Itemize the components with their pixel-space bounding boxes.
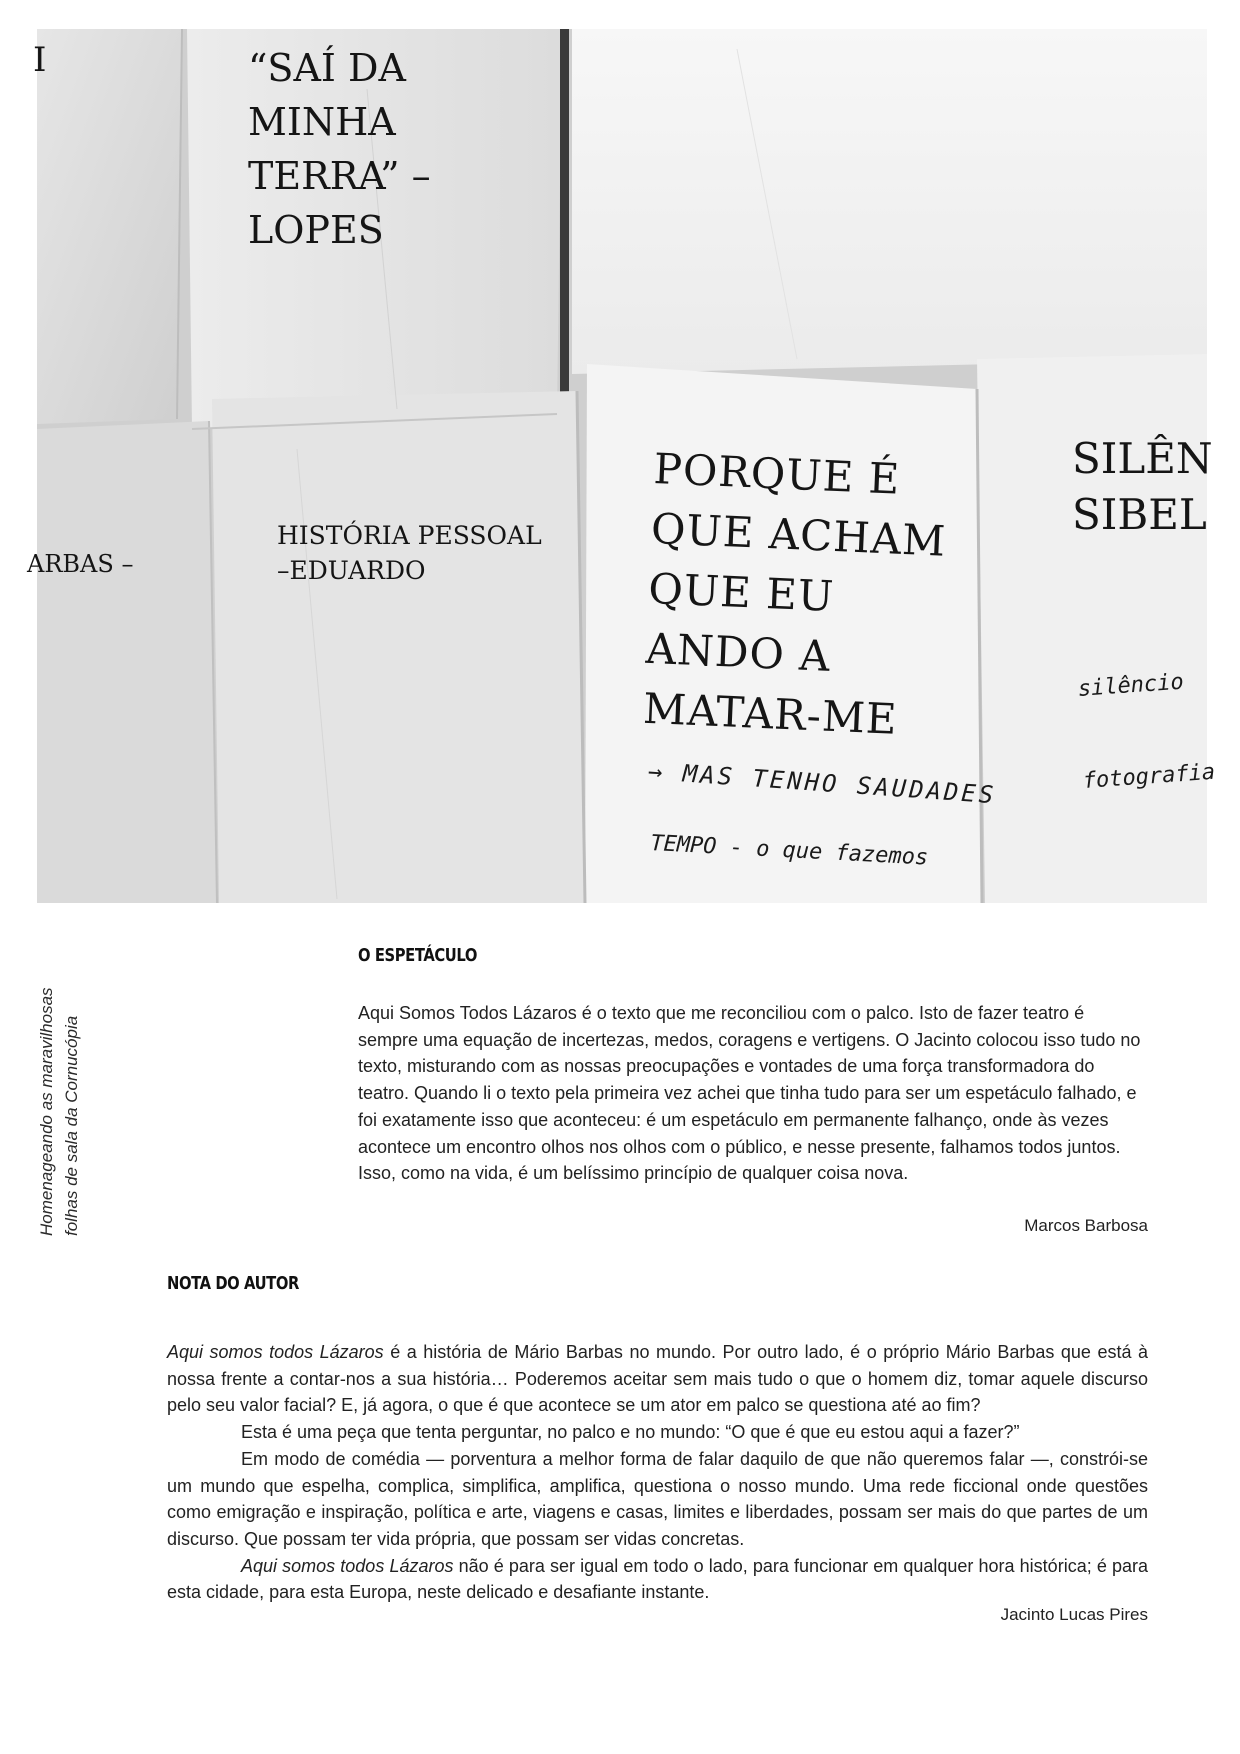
side-caption-line-2: folhas de sala da Cornucópia (62, 1015, 81, 1236)
handwriting-line-1: → MAS TENHO SAUDADES (647, 757, 998, 810)
side-caption (34, 936, 84, 1236)
espetaculo-text (358, 1000, 1148, 1187)
sheet-porque-e-que-acham: PORQUE É QUE ACHAM QUE EU ANDO A MATAR-ME (642, 443, 948, 744)
photo-background (37, 29, 1207, 903)
handwriting-line-2: TEMPO - o que fazemos (649, 831, 929, 871)
espetaculo-signature: Marcos Barbosa (1024, 1216, 1148, 1235)
nota-p1-body: é a história de Mário Barbas no mundo. Por outro lado, é o próprio Mário Barbas que está à nossa frente a contar-nos a sua história… Poderemos aceitar sem mais tudo o que o homem diz, tomar aquele discurso pelo seu valor facial? E, já agora, o que é que acontece se um ator em palco se questiona até ao fim? (167, 1342, 1148, 1416)
nota-paragraph-2: Esta é uma peça que tenta perguntar, no palco e no mundo: “O que é que eu estou aqui a fazer?” (241, 1422, 1020, 1443)
nota-p4-body: não é para ser igual em todo o lado, para funcionar em qualquer hora histórica; é para esta cidade, para esta Europa, neste delicado e desafiante instante. (167, 1555, 1148, 1603)
nota-p4-title: Aqui somos todos Lázaros (241, 1555, 454, 1576)
side-caption-line-1: Homenageando as maravilhosas (37, 987, 56, 1236)
espetaculo-paragraph: Aqui Somos Todos Lázaros é o texto que me reconciliou com o palco. Isto de fazer teatro é sempre uma equação de incertezas, medos, coragens e vertigens. O Jacinto colocou isso tudo no texto, misturando com as nossas preocupações e vontades de uma força transformadora do teatro. Quando li o texto pela primeira vez achei que tinha tudo para ser um espetáculo falhado, e foi exatamente isso que aconteceu: é um espetáculo em permanente falhanço, onde às vezes acontece um encontro olhos nos olhos com o público, e nesse presente, falhamos todos juntos. Isso, como na vida, é um belíssimo princípio de qualquer coisa nova. (358, 1003, 1141, 1184)
handwriting-line-3: silêncio (1077, 669, 1185, 702)
sheet-left-fragment: ARBAS – (27, 550, 134, 578)
espetaculo-heading: O ESPETÁCULO (358, 945, 477, 966)
nota-heading: NOTA DO AUTOR (167, 1273, 299, 1294)
nota-paragraph-1 (167, 1339, 1148, 1419)
nota-paragraph-3: Em modo de comédia — porventura a melhor forma de falar daquilo de que não queremos falar —, constrói-se um mundo que espelha, complica, simplifica, amplifica, questiona o nosso mundo. Uma rede ficcional onde questões como emigração e inspiração, política e arte, viagens e casas, limites e liberdades, possam ser mais do que partes de um discurso. Que possam ter vida própria, que possam ser vidas concretas. (167, 1448, 1148, 1549)
nota-p1-title: Aqui somos todos Lázaros (167, 1342, 384, 1362)
sheet-historia-pessoal: HISTÓRIA PESSOAL –EDUARDO (277, 521, 542, 585)
sheet-sai-da-minha-terra: “SAÍ DA MINHA TERRA” – LOPES (248, 46, 431, 252)
sheet-far-right-fragment: SILÊN SIBEL (1072, 434, 1213, 539)
nota-paragraph-4 (167, 1553, 1148, 1606)
nota-signature: Jacinto Lucas Pires (1000, 1605, 1148, 1624)
sheet-top-left-fragment: I (33, 40, 47, 80)
header-photo (27, 29, 1216, 903)
handwriting-line-4: fotografia (1082, 759, 1216, 794)
nota-text (167, 1339, 1148, 1606)
